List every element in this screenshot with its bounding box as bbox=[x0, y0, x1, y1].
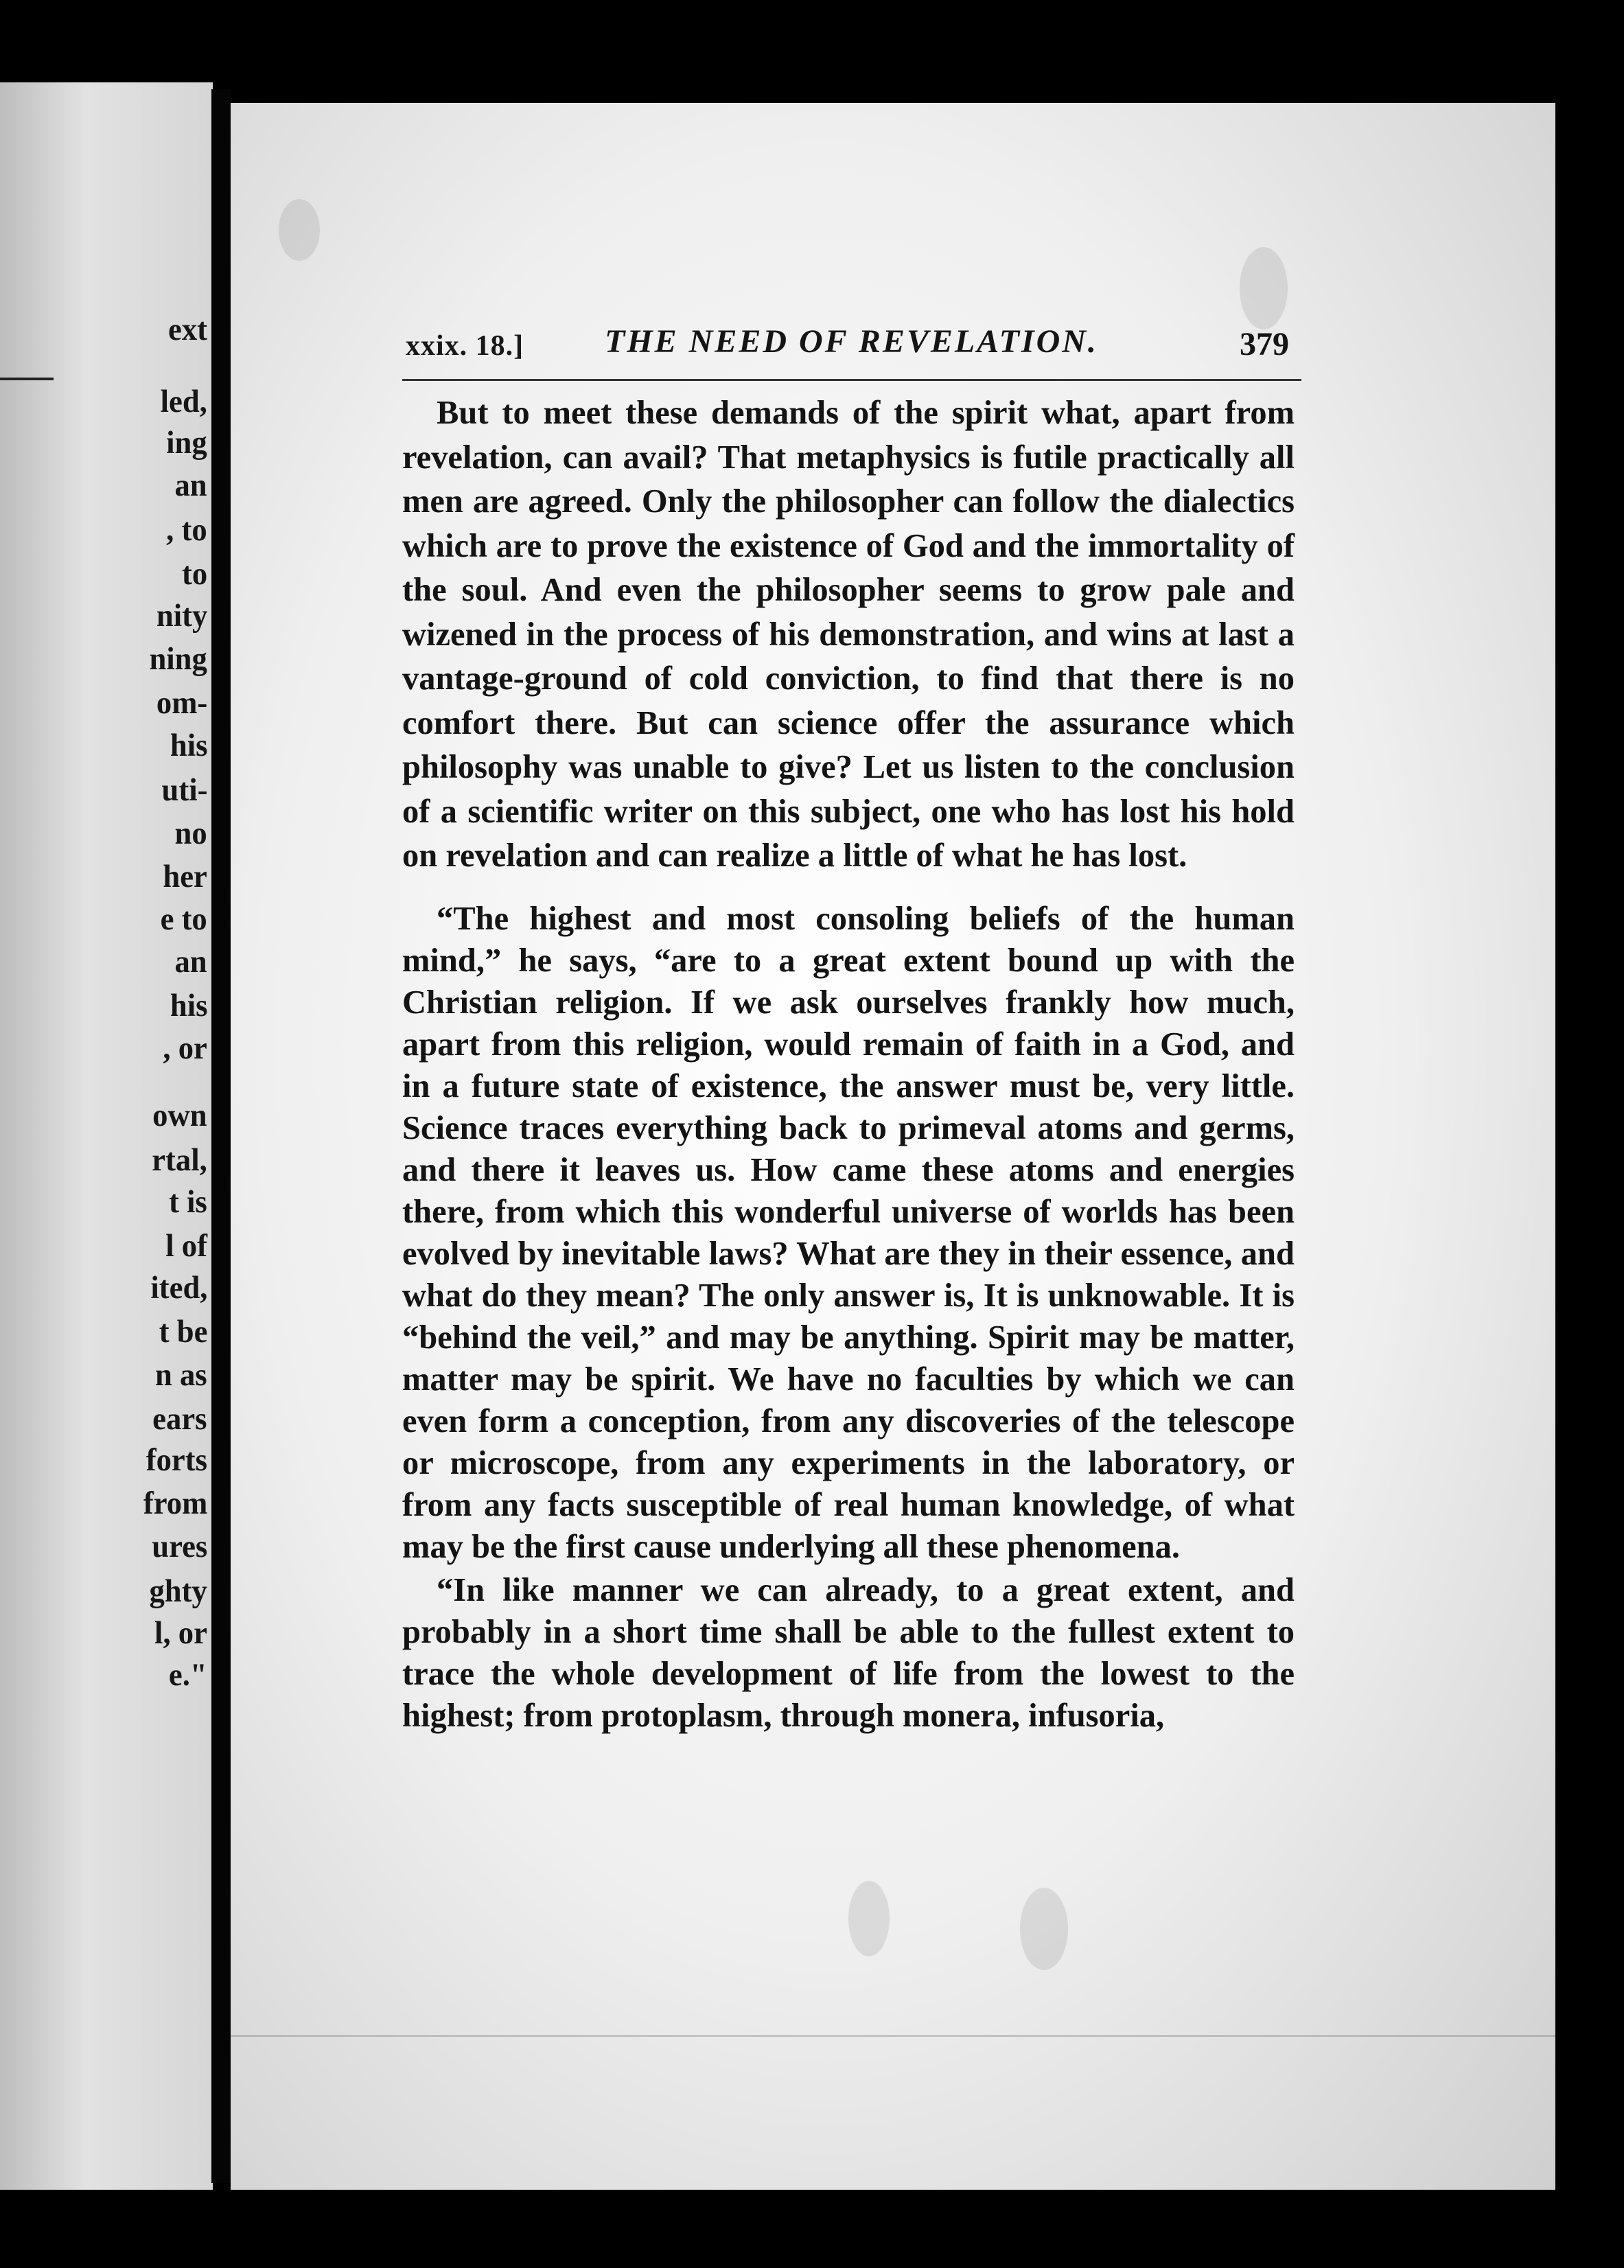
book-gutter bbox=[211, 89, 231, 2183]
quotation-paragraph: “In like manner we can already, to a great extent, and probably in a short time shall be able to the fullest extent to trace the whole development of life from the lowest to the highest; from protoplasm, through monera, infusoria, bbox=[402, 1571, 1295, 1734]
scan-smudge bbox=[1020, 1888, 1068, 1970]
scan-border-bottom bbox=[0, 2190, 1624, 2268]
facing-page-fragment: rtal, bbox=[152, 1142, 207, 1178]
facing-page-fragment: her bbox=[163, 859, 207, 894]
facing-page-fragment: his bbox=[170, 988, 207, 1023]
scan-smudge bbox=[279, 199, 320, 261]
quotation-paragraph: “The highest and most consoling beliefs of the human mind,” he says, “are to a great extent bound up with the Christian religion. If we ask ourselves frankly how much, apart from this religion, would remain of faith in a God, and in a future state of existence, the answer must be, very little. Science traces everything back to primeval atoms and germs, and there it leaves us. How came these atoms and energies there, from which this wonderful universe of worlds has been evolved by inevitable laws? What are they in their essence, and what do they mean? The only answer is, It is unknowable. It is “behind the veil,” and may be anything. Spirit may be matter, matter may be spirit. We have no faculties by which we can even form a conception, from any discoveries of the telescope or microscope, from any experiments in the laboratory, or from any facts susceptible of real human knowledge, of what may be the first cause underlying all these phenomena. bbox=[402, 900, 1295, 1565]
running-head-title: THE NEED OF REVELATION. bbox=[605, 323, 1098, 360]
scan-smudge bbox=[1240, 247, 1288, 329]
facing-page-fragment: om- bbox=[156, 685, 207, 721]
page-number: 379 bbox=[1240, 326, 1289, 362]
facing-page-fragment: his bbox=[170, 728, 207, 763]
paragraph: But to meet these demands of the spirit what, apart from revelation, can avail? That metaphysics is futile practically all men are agreed. Only the philosopher can follow the dialectics which are to prove the existence of God and the immortality of the soul. And even the philosopher seems to grow pale and wizened in the process of his demonstration, and wins at last a vantage-ground of cold conviction, to find that there is no comfort there. But can science offer the assurance which philosophy was unable to give? Let us listen to the conclusion of a scientific writer on this subject, one who has lost his hold on revelation and can realize a little of what he has lost. bbox=[402, 395, 1295, 874]
facing-page-fragment: l, or bbox=[154, 1615, 207, 1651]
facing-page-fragment: ning bbox=[149, 641, 207, 677]
facing-page-fragment: ext bbox=[167, 312, 207, 347]
facing-page-fragment: t be bbox=[159, 1314, 207, 1350]
facing-page-fragment: , to bbox=[166, 512, 207, 548]
facing-page-fragment: led, bbox=[160, 384, 207, 419]
facing-page-fragment: from bbox=[143, 1485, 207, 1521]
header-rule bbox=[402, 379, 1301, 381]
facing-page-fragment: ing bbox=[166, 425, 207, 461]
facing-page-fragment: l of bbox=[165, 1228, 207, 1264]
facing-page-fragment: ited, bbox=[150, 1270, 207, 1306]
facing-page-fragment: to bbox=[181, 556, 207, 592]
page-379 bbox=[231, 103, 1555, 2190]
facing-page-fragment: nity bbox=[156, 598, 207, 634]
facing-page-left bbox=[0, 82, 213, 2197]
facing-page-fragment: uti- bbox=[161, 772, 207, 808]
scan-border-top bbox=[0, 0, 1624, 96]
facing-page-fragment: ears bbox=[152, 1401, 207, 1437]
scan-smudge bbox=[848, 1881, 890, 1956]
facing-page-fragment: t is bbox=[169, 1184, 207, 1220]
facing-page-fragment: e to bbox=[160, 901, 207, 937]
page-body bbox=[402, 391, 1295, 1737]
facing-page-fragment: e." bbox=[169, 1657, 207, 1693]
facing-page-fragment: forts bbox=[146, 1442, 207, 1478]
scan-crease bbox=[231, 2035, 1555, 2037]
facing-page-fragment: ures bbox=[151, 1529, 207, 1564]
facing-page-fragment: n as bbox=[155, 1357, 207, 1393]
facing-page-fragment: own bbox=[152, 1098, 207, 1133]
scan-border-right bbox=[1555, 0, 1624, 2268]
facing-page-fragment: , or bbox=[163, 1030, 207, 1066]
facing-page-fragment: ghty bbox=[149, 1573, 207, 1609]
facing-page-fragment: an bbox=[174, 944, 207, 980]
running-head-chapter: xxix. 18.] bbox=[406, 330, 524, 362]
facing-page-fragment: no bbox=[174, 815, 207, 851]
facing-page-text-fragments bbox=[0, 82, 213, 2197]
facing-page-fragment: an bbox=[174, 467, 207, 503]
